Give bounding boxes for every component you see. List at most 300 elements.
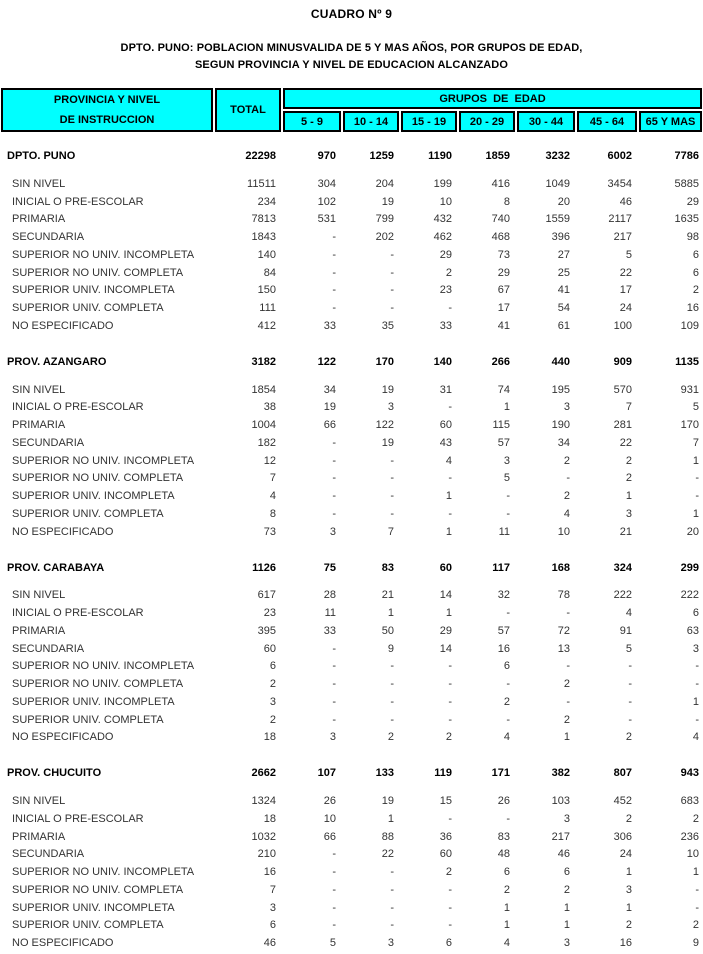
value-cell: 683: [680, 795, 699, 808]
value-cell: -: [332, 454, 336, 467]
table-row: [1, 587, 702, 605]
value-cell: 60: [263, 642, 276, 655]
value-cell: 16: [263, 866, 276, 879]
value-cell: 5: [625, 248, 632, 261]
province-section: [1, 559, 702, 747]
value-cell: -: [628, 713, 632, 726]
subtitle-line-1: DPTO. PUNO: POBLACION MINUSVALIDA DE 5 Y MAS AÑOS, POR GRUPOS DE EDAD,: [120, 42, 583, 54]
value-cell: 60: [439, 419, 452, 432]
value-cell: 1: [563, 919, 570, 932]
value-cell: 171: [491, 767, 510, 780]
value-cell: 452: [613, 795, 632, 808]
value-cell: 74: [497, 383, 510, 396]
value-cell: 416: [491, 177, 510, 190]
value-cell: 13: [557, 642, 570, 655]
value-cell: 799: [375, 213, 394, 226]
table-row: [1, 934, 702, 952]
value-cell: -: [448, 713, 452, 726]
value-cell: 1: [692, 507, 699, 520]
value-cell: 740: [491, 213, 510, 226]
value-cell: -: [448, 695, 452, 708]
table-row: [1, 810, 702, 828]
value-cell: 2: [692, 284, 699, 297]
province-section: [1, 353, 702, 541]
value-cell: 20: [557, 195, 570, 208]
value-cell: 36: [439, 830, 452, 843]
value-cell: -: [448, 883, 452, 896]
value-cell: 67: [497, 284, 510, 297]
row-label: SIN NIVEL: [12, 177, 66, 190]
value-cell: -: [332, 642, 336, 655]
value-cell: 531: [317, 213, 336, 226]
value-cell: 304: [317, 177, 336, 190]
value-cell: 1: [692, 695, 699, 708]
section-header-row: [1, 764, 702, 782]
value-cell: 73: [497, 248, 510, 261]
table-row: [1, 523, 702, 541]
value-cell: 1854: [251, 383, 276, 396]
value-cell: -: [332, 901, 336, 914]
value-cell: 3454: [607, 177, 632, 190]
value-cell: 202: [375, 231, 394, 244]
row-label: SUPERIOR NO UNIV. INCOMPLETA: [12, 248, 195, 261]
value-cell: 19: [381, 795, 394, 808]
value-cell: 195: [551, 383, 570, 396]
value-cell: 210: [257, 848, 276, 861]
value-cell: -: [332, 302, 336, 315]
row-label: SUPERIOR NO UNIV. COMPLETA: [12, 883, 184, 896]
value-cell: 3: [269, 695, 276, 708]
value-cell: -: [332, 507, 336, 520]
value-cell: -: [332, 695, 336, 708]
table-row: [1, 416, 702, 434]
value-cell: 23: [439, 284, 452, 297]
value-cell: 17: [497, 302, 510, 315]
value-cell: 1190: [428, 150, 452, 162]
row-label: PRIMARIA: [12, 213, 66, 226]
row-label: SUPERIOR NO UNIV. COMPLETA: [12, 678, 184, 691]
header-grupos-de-edad: GRUPOS DE EDAD: [283, 88, 702, 109]
value-cell: 3: [387, 937, 394, 950]
value-cell: 2: [625, 731, 632, 744]
value-cell: -: [566, 660, 570, 673]
value-cell: -: [332, 472, 336, 485]
value-cell: 119: [434, 767, 452, 780]
value-cell: 9: [692, 937, 699, 950]
value-cell: -: [332, 919, 336, 932]
value-cell: -: [695, 490, 699, 503]
value-cell: 26: [323, 795, 336, 808]
value-cell: 122: [375, 419, 394, 432]
value-cell: 4: [503, 937, 510, 950]
value-cell: 1049: [545, 177, 570, 190]
value-cell: 78: [557, 589, 570, 602]
value-cell: 6: [269, 660, 276, 673]
value-cell: 168: [551, 561, 570, 574]
value-cell: 16: [619, 937, 632, 950]
table-row: [1, 729, 702, 747]
value-cell: -: [628, 660, 632, 673]
value-cell: -: [695, 472, 699, 485]
row-label: SIN NIVEL: [12, 383, 66, 396]
row-label: SUPERIOR UNIV. INCOMPLETA: [12, 901, 175, 914]
table-row: [1, 658, 702, 676]
value-cell: 6: [445, 937, 452, 950]
value-cell: 33: [323, 624, 336, 637]
value-cell: 217: [551, 830, 570, 843]
row-label: NO ESPECIFICADO: [12, 525, 114, 538]
value-cell: 10: [686, 848, 699, 861]
value-cell: 190: [551, 419, 570, 432]
value-cell: 7: [387, 525, 394, 538]
value-cell: -: [332, 490, 336, 503]
value-cell: 570: [613, 383, 632, 396]
value-cell: -: [332, 866, 336, 879]
value-cell: 46: [619, 195, 632, 208]
row-label: PRIMARIA: [12, 419, 66, 432]
row-label: PROV. AZANGARO: [7, 355, 107, 368]
table-row: [1, 470, 702, 488]
table-row: [1, 264, 702, 282]
value-cell: 150: [257, 284, 276, 297]
value-cell: -: [506, 713, 510, 726]
table-row: [1, 381, 702, 399]
value-cell: -: [628, 695, 632, 708]
table-row: [1, 211, 702, 229]
header-total: TOTAL: [215, 88, 281, 132]
row-label: SUPERIOR NO UNIV. COMPLETA: [12, 266, 184, 279]
value-cell: -: [448, 302, 452, 315]
row-label: PRIMARIA: [12, 624, 66, 637]
value-cell: -: [566, 607, 570, 620]
row-label: SUPERIOR NO UNIV. INCOMPLETA: [12, 660, 195, 673]
row-label: NO ESPECIFICADO: [12, 319, 114, 332]
row-label: SUPERIOR NO UNIV. INCOMPLETA: [12, 866, 195, 879]
value-cell: 170: [375, 355, 394, 368]
table-row: [1, 399, 702, 417]
value-cell: 182: [257, 436, 276, 449]
subtitle-line-2: SEGUN PROVINCIA Y NIVEL DE EDUCACION ALCANZADO: [194, 59, 509, 71]
value-cell: 19: [381, 195, 394, 208]
value-cell: 299: [680, 561, 699, 574]
value-cell: 11511: [247, 177, 276, 190]
value-cell: 10: [439, 195, 452, 208]
value-cell: -: [390, 866, 394, 879]
value-cell: 46: [557, 848, 570, 861]
table-row: [1, 317, 702, 335]
value-cell: 5: [625, 642, 632, 655]
table-row: [1, 487, 702, 505]
value-cell: 57: [497, 436, 510, 449]
row-label: NO ESPECIFICADO: [12, 731, 114, 744]
value-cell: -: [332, 248, 336, 261]
row-label: SUPERIOR UNIV. COMPLETA: [12, 507, 164, 520]
value-cell: 29: [497, 266, 510, 279]
value-cell: -: [390, 713, 394, 726]
value-cell: -: [448, 812, 452, 825]
value-cell: 115: [492, 419, 510, 432]
value-cell: -: [448, 472, 452, 485]
value-cell: 3: [269, 901, 276, 914]
value-cell: 5: [329, 937, 336, 950]
value-cell: 54: [557, 302, 570, 315]
value-cell: 7: [625, 401, 632, 414]
value-cell: 5: [692, 401, 699, 414]
value-cell: 48: [497, 848, 510, 861]
value-cell: -: [390, 472, 394, 485]
value-cell: -: [390, 302, 394, 315]
value-cell: 2: [563, 490, 570, 503]
value-cell: 57: [497, 624, 510, 637]
value-cell: 10: [323, 812, 336, 825]
value-cell: 19: [323, 401, 336, 414]
value-cell: 11: [324, 607, 336, 620]
value-cell: 22: [619, 266, 632, 279]
row-label: PROV. CHUCUITO: [7, 767, 102, 780]
value-cell: 807: [613, 767, 632, 780]
header-age-30-44: 30 - 44: [517, 111, 575, 132]
value-cell: -: [332, 266, 336, 279]
value-cell: 3: [329, 525, 336, 538]
header-age-45-64: 45 - 64: [577, 111, 637, 132]
value-cell: 2: [445, 866, 452, 879]
value-cell: 2: [563, 713, 570, 726]
table-row: [1, 505, 702, 523]
header-age-10-14: 10 - 14: [343, 111, 399, 132]
value-cell: -: [332, 713, 336, 726]
value-cell: 21: [619, 525, 632, 538]
value-cell: 4: [269, 490, 276, 503]
value-cell: 75: [323, 561, 336, 574]
row-label: INICIAL O PRE-ESCOLAR: [12, 195, 144, 208]
value-cell: -: [506, 490, 510, 503]
value-cell: 943: [680, 767, 699, 780]
value-cell: 19: [381, 383, 394, 396]
value-cell: -: [448, 507, 452, 520]
page-title: CUADRO Nº 9: [310, 7, 393, 21]
value-cell: 281: [613, 419, 632, 432]
value-cell: 222: [613, 589, 632, 602]
section-header-row: [1, 559, 702, 577]
value-cell: 2: [503, 883, 510, 896]
value-cell: 35: [381, 319, 394, 332]
value-cell: 395: [257, 624, 276, 637]
row-label: SUPERIOR UNIV. COMPLETA: [12, 713, 164, 726]
value-cell: 2: [625, 812, 632, 825]
value-cell: 1: [692, 454, 699, 467]
value-cell: 109: [680, 319, 699, 332]
value-cell: 24: [619, 302, 632, 315]
value-cell: 29: [686, 195, 699, 208]
value-cell: 3: [563, 937, 570, 950]
value-cell: 27: [557, 248, 570, 261]
header-provincia-nivel: [1, 88, 213, 132]
value-cell: 34: [323, 383, 336, 396]
value-cell: 2: [269, 713, 276, 726]
value-cell: 382: [551, 767, 570, 780]
value-cell: -: [695, 901, 699, 914]
value-cell: 970: [317, 150, 336, 162]
value-cell: 4: [563, 507, 570, 520]
value-cell: 324: [613, 561, 632, 574]
value-cell: 2: [625, 472, 632, 485]
value-cell: 18: [263, 731, 276, 744]
row-label: DPTO. PUNO: [7, 150, 76, 162]
value-cell: 66: [323, 830, 336, 843]
value-cell: 29: [439, 624, 452, 637]
value-cell: 15: [439, 795, 452, 808]
value-cell: 1135: [675, 355, 699, 368]
value-cell: 7786: [674, 150, 699, 162]
value-cell: 29: [439, 248, 452, 261]
row-label: SUPERIOR NO UNIV. INCOMPLETA: [12, 454, 195, 467]
value-cell: -: [506, 678, 510, 691]
row-label: INICIAL O PRE-ESCOLAR: [12, 607, 144, 620]
value-cell: 20: [686, 525, 699, 538]
value-cell: -: [332, 883, 336, 896]
table-row: [1, 899, 702, 917]
value-cell: 6: [269, 919, 276, 932]
value-cell: 2: [563, 454, 570, 467]
row-label: INICIAL O PRE-ESCOLAR: [12, 401, 144, 414]
value-cell: 43: [439, 436, 452, 449]
row-label: PRIMARIA: [12, 830, 66, 843]
value-cell: -: [332, 848, 336, 861]
value-cell: 1843: [251, 231, 276, 244]
table-row: [1, 792, 702, 810]
value-cell: 24: [619, 848, 632, 861]
header-age-20-29: 20 - 29: [459, 111, 515, 132]
row-label: SUPERIOR UNIV. COMPLETA: [12, 919, 164, 932]
table-row: [1, 228, 702, 246]
value-cell: 1259: [369, 150, 394, 162]
value-cell: 1032: [251, 830, 276, 843]
value-cell: 41: [557, 284, 570, 297]
value-cell: 234: [257, 195, 276, 208]
table-row: [1, 622, 702, 640]
value-cell: 468: [491, 231, 510, 244]
value-cell: 83: [381, 561, 394, 574]
value-cell: 2: [503, 695, 510, 708]
value-cell: 31: [439, 383, 452, 396]
value-cell: 266: [491, 355, 510, 368]
value-cell: 1: [387, 607, 394, 620]
value-cell: 4: [625, 607, 632, 620]
value-cell: 3: [692, 642, 699, 655]
value-cell: 3: [503, 454, 510, 467]
value-cell: 107: [317, 767, 336, 780]
value-cell: 8: [269, 507, 276, 520]
table-row: [1, 193, 702, 211]
value-cell: 1: [692, 866, 699, 879]
row-label: SUPERIOR UNIV. COMPLETA: [12, 302, 164, 315]
value-cell: -: [695, 713, 699, 726]
row-label: SUPERIOR UNIV. INCOMPLETA: [12, 490, 175, 503]
value-cell: 1: [625, 901, 632, 914]
value-cell: 170: [680, 419, 699, 432]
value-cell: 16: [686, 302, 699, 315]
value-cell: 102: [317, 195, 336, 208]
table-row: [1, 863, 702, 881]
row-label: SECUNDARIA: [12, 231, 85, 244]
value-cell: 2: [387, 731, 394, 744]
value-cell: 140: [433, 355, 452, 368]
value-cell: 1: [387, 812, 394, 825]
value-cell: 6: [503, 866, 510, 879]
table-row: [1, 640, 702, 658]
value-cell: 1859: [485, 150, 510, 162]
row-label: INICIAL O PRE-ESCOLAR: [12, 812, 144, 825]
header-provincia-line2: DE INSTRUCCION: [59, 114, 155, 126]
value-cell: 4: [445, 454, 452, 467]
value-cell: 1126: [252, 561, 276, 574]
table-row: [1, 282, 702, 300]
table-row: [1, 828, 702, 846]
value-cell: -: [695, 678, 699, 691]
value-cell: 2: [563, 678, 570, 691]
row-label: SUPERIOR UNIV. INCOMPLETA: [12, 284, 175, 297]
value-cell: 217: [613, 231, 632, 244]
row-label: SIN NIVEL: [12, 795, 66, 808]
value-cell: 2: [692, 812, 699, 825]
value-cell: 23: [263, 607, 276, 620]
value-cell: 6: [563, 866, 570, 879]
value-cell: 931: [680, 383, 699, 396]
value-cell: -: [448, 678, 452, 691]
table-row: [1, 452, 702, 470]
value-cell: -: [332, 660, 336, 673]
value-cell: 462: [433, 231, 452, 244]
value-cell: 3: [625, 507, 632, 520]
value-cell: 63: [686, 624, 699, 637]
value-cell: 33: [323, 319, 336, 332]
section-header-row: [1, 353, 702, 371]
value-cell: 66: [323, 419, 336, 432]
value-cell: 3: [387, 401, 394, 414]
value-cell: 61: [557, 319, 570, 332]
value-cell: 38: [263, 401, 276, 414]
value-cell: 3: [563, 401, 570, 414]
value-cell: 22298: [245, 150, 276, 162]
value-cell: 5: [503, 472, 510, 485]
value-cell: 21: [381, 589, 394, 602]
value-cell: 617: [257, 589, 276, 602]
table-subtitle: [0, 40, 703, 74]
table-row: [1, 604, 702, 622]
value-cell: 91: [619, 624, 632, 637]
value-cell: -: [390, 883, 394, 896]
row-label: SUPERIOR NO UNIV. COMPLETA: [12, 472, 184, 485]
value-cell: 11: [498, 525, 510, 538]
value-cell: 3: [625, 883, 632, 896]
value-cell: 3: [329, 731, 336, 744]
header-provincia-line1: PROVINCIA Y NIVEL: [53, 94, 161, 106]
value-cell: 46: [263, 937, 276, 950]
value-cell: 98: [686, 231, 699, 244]
value-cell: 16: [497, 642, 510, 655]
value-cell: 50: [381, 624, 394, 637]
table-body: [1, 147, 702, 952]
province-section: [1, 764, 702, 952]
value-cell: 6002: [607, 150, 632, 162]
table-row: [1, 175, 702, 193]
value-cell: -: [566, 472, 570, 485]
value-cell: 3: [563, 812, 570, 825]
value-cell: 2: [625, 919, 632, 932]
value-cell: 83: [497, 830, 510, 843]
value-cell: 412: [257, 319, 276, 332]
value-cell: 33: [439, 319, 452, 332]
